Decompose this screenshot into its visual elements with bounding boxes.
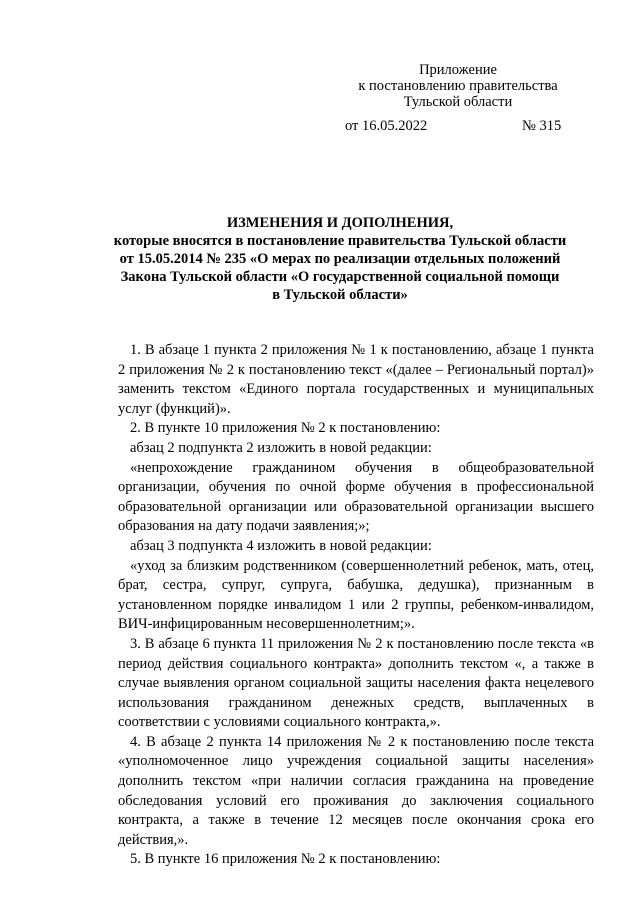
- paragraph-item-3: 3. В абзаце 6 пункта 11 приложения № 2 к постановлению после текста «в период действия социального контракта» дополнить текстом «, а также в случае выявления органом социальной защиты населения факта нецелевого использования гражданином денежных средств, выплаченных в соответствии с условиями социального контракта,».: [118, 635, 594, 731]
- title-line: которые вносятся в постановление правительства Тульской области: [113, 233, 567, 249]
- appendix-line: Приложение: [419, 62, 497, 78]
- title-line: в Тульской области»: [272, 287, 408, 303]
- title-line: ИЗМЕНЕНИЯ И ДОПОЛНЕНИЯ,: [226, 215, 454, 231]
- paragraph-subpoint: абзац 2 подпункта 2 изложить в новой редакции:: [130, 439, 432, 456]
- document-title: [100, 214, 580, 304]
- paragraph-quote: «непрохождение гражданином обучения в общеобразовательной организации, обучения по очной форме обучения в профессиональной образовательной организации или образовательной организации высшего образования на дату подачи заявления;»;: [118, 459, 594, 535]
- document-number: № 315: [522, 118, 562, 134]
- title-line: от 15.05.2014 № 235 «О мерах по реализации отдельных положений: [119, 251, 561, 267]
- paragraph-item-5: 5. В пункте 16 приложения № 2 к постановлению:: [130, 851, 441, 868]
- appendix-line: Тульской области: [403, 94, 513, 110]
- document-body: [118, 341, 594, 870]
- paragraph-quote: «уход за близким родственником (совершеннолетний ребенок, мать, отец, брат, сестра, супруг, супруга, бабушка, дедушка), признанным в установленном порядке инвалидом 1 или 2 группы, ребенком-инвалидом, ВИЧ-инфицированным несовершеннолетним;».: [118, 557, 594, 633]
- paragraph-item-4: 4. В абзаце 2 пункта 14 приложения № 2 к постановлению после текста «уполномоченное лицо учреждения социальной защиты населения» дополнить текстом «при наличии согласия гражданина на проведение обследования условий его проживания до заключения социального контракта, а также в течение 12 месяцев после окончания срока его действия,».: [118, 733, 594, 848]
- paragraph-item-1: 1. В абзаце 1 пункта 2 приложения № 1 к постановлению, абзаце 1 пункта 2 приложения № 2 к постановлению текст «(далее – Региональный портал)» заменить текстом «Единого портала государственных и муниципальных услуг (функций)».: [118, 342, 594, 417]
- title-line: Закона Тульской области «О государственной социальной помощи: [120, 269, 560, 285]
- appendix-line: к постановлению правительства: [358, 78, 558, 94]
- document-date: от 16.05.2022: [345, 118, 428, 134]
- paragraph-item-2: 2. В пункте 10 приложения № 2 к постановлению:: [130, 420, 441, 437]
- appendix-note: [352, 62, 564, 110]
- paragraph-subpoint: абзац 3 подпункта 4 изложить в новой редакции:: [130, 537, 432, 554]
